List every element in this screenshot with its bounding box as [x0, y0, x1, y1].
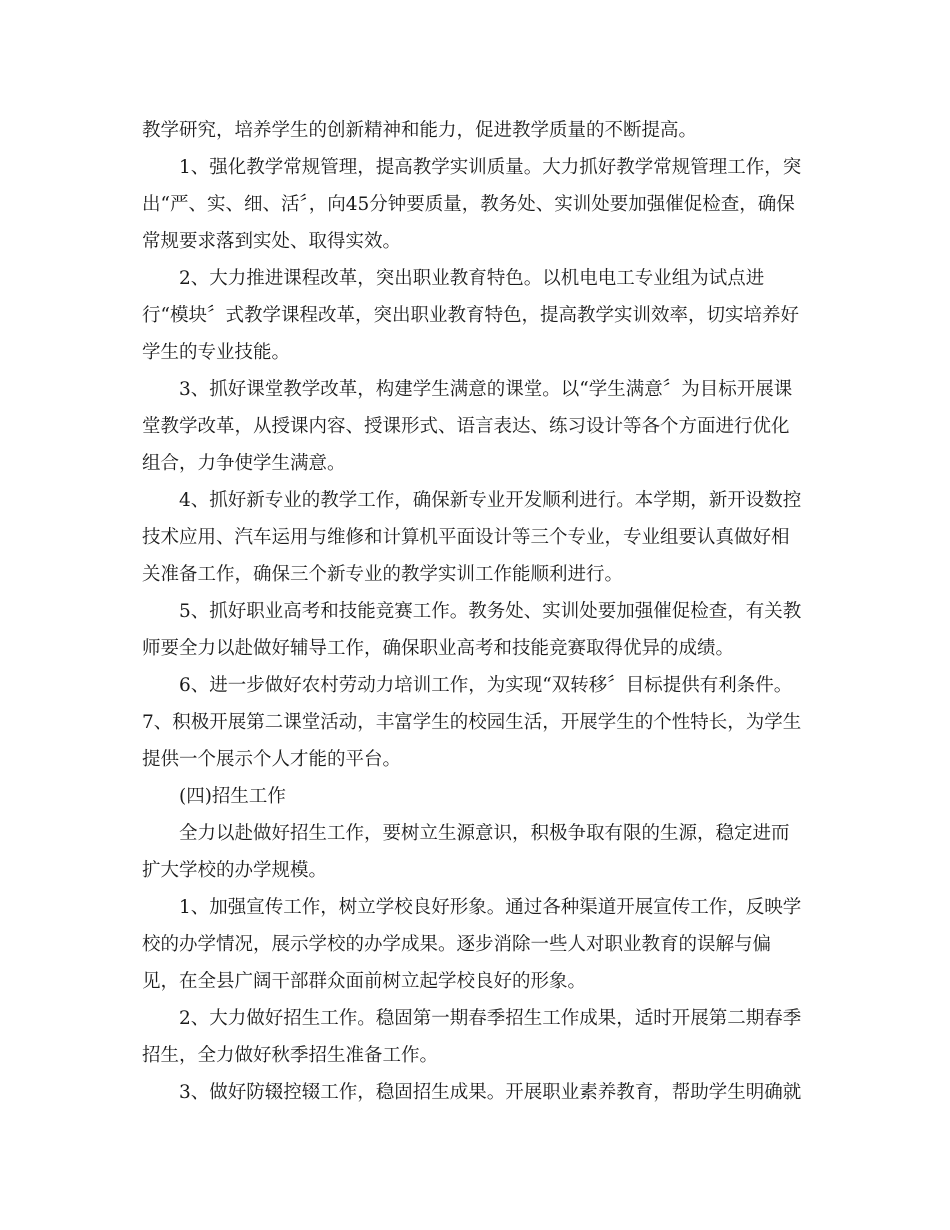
- text-line: 1、加强宣传工作，树立学校良好形象。通过各种渠道开展宣传工作，反映学: [179, 897, 802, 918]
- text-line: 提供一个展示个人才能的平台。: [142, 749, 402, 770]
- text-line: (四)招生工作: [179, 786, 286, 807]
- text-line: 教学研究，培养学生的创新精神和能力，促进教学质量的不断提高。: [142, 120, 698, 141]
- text-line: 组合，力争使学生满意。: [142, 453, 346, 474]
- text-line: 校的办学情况，展示学校的办学成果。逐步消除一些人对职业教育的误解与偏: [142, 934, 772, 955]
- text-line: 出“严、实、细、活〞，向45分钟要质量，教务处、实训处要加强催促检查，确保: [142, 194, 795, 215]
- text-line: 学生的专业技能。: [142, 342, 291, 363]
- text-line: 师要全力以赴做好辅导工作，确保职业高考和技能竞赛取得优异的成绩。: [142, 638, 735, 659]
- text-line: 7、积极开展第二课堂活动，丰富学生的校园生活，开展学生的个性特长，为学生: [142, 712, 802, 733]
- text-line: 堂教学改革，从授课内容、授课形式、语言表达、练习设计等各个方面进行优化: [142, 416, 790, 437]
- document-body: [142, 112, 812, 1111]
- text-line: 2、大力做好招生工作。稳固第一期春季招生工作成果，适时开展第二期春季: [179, 1008, 802, 1029]
- text-line: 3、抓好课堂教学改革，构建学生满意的课堂。以“学生满意〞为目标开展课: [179, 379, 793, 400]
- text-line: 5、抓好职业高考和技能竞赛工作。教务处、实训处要加强催促检查，有关教: [179, 601, 802, 622]
- text-line: 2、大力推进课程改革，突出职业教育特色。以机电电工专业组为试点进: [179, 268, 765, 289]
- text-line: 见，在全县广阔干部群众面前树立起学校良好的形象。: [142, 971, 587, 992]
- text-line: 招生，全力做好秋季招生准备工作。: [142, 1045, 439, 1066]
- text-line: 4、抓好新专业的教学工作，确保新专业开发顺利进行。本学期，新开设数控: [179, 490, 802, 511]
- text-line: 全力以赴做好招生工作，要树立生源意识，积极争取有限的生源，稳定进而: [179, 823, 790, 844]
- text-line: 1、强化教学常规管理，提高教学实训质量。大力抓好教学常规管理工作，突: [179, 157, 802, 178]
- text-line: 行“模块〞式教学课程改革，突出职业教育特色，提高教学实训效率，切实培养好: [142, 305, 799, 326]
- text-line: 6、进一步做好农村劳动力培训工作，为实现“双转移〞目标提供有利条件。: [179, 675, 793, 696]
- text-line: 常规要求落到实处、取得实效。: [142, 231, 402, 252]
- text-line: 技术应用、汽车运用与维修和计算机平面设计等三个专业，专业组要认真做好相: [142, 527, 790, 548]
- text-line: 3、做好防辍控辍工作，稳固招生成果。开展职业素养教育，帮助学生明确就: [179, 1082, 802, 1103]
- text-line: 关准备工作，确保三个新专业的教学实训工作能顺利进行。: [142, 564, 624, 585]
- text-line: 扩大学校的办学规模。: [142, 860, 328, 881]
